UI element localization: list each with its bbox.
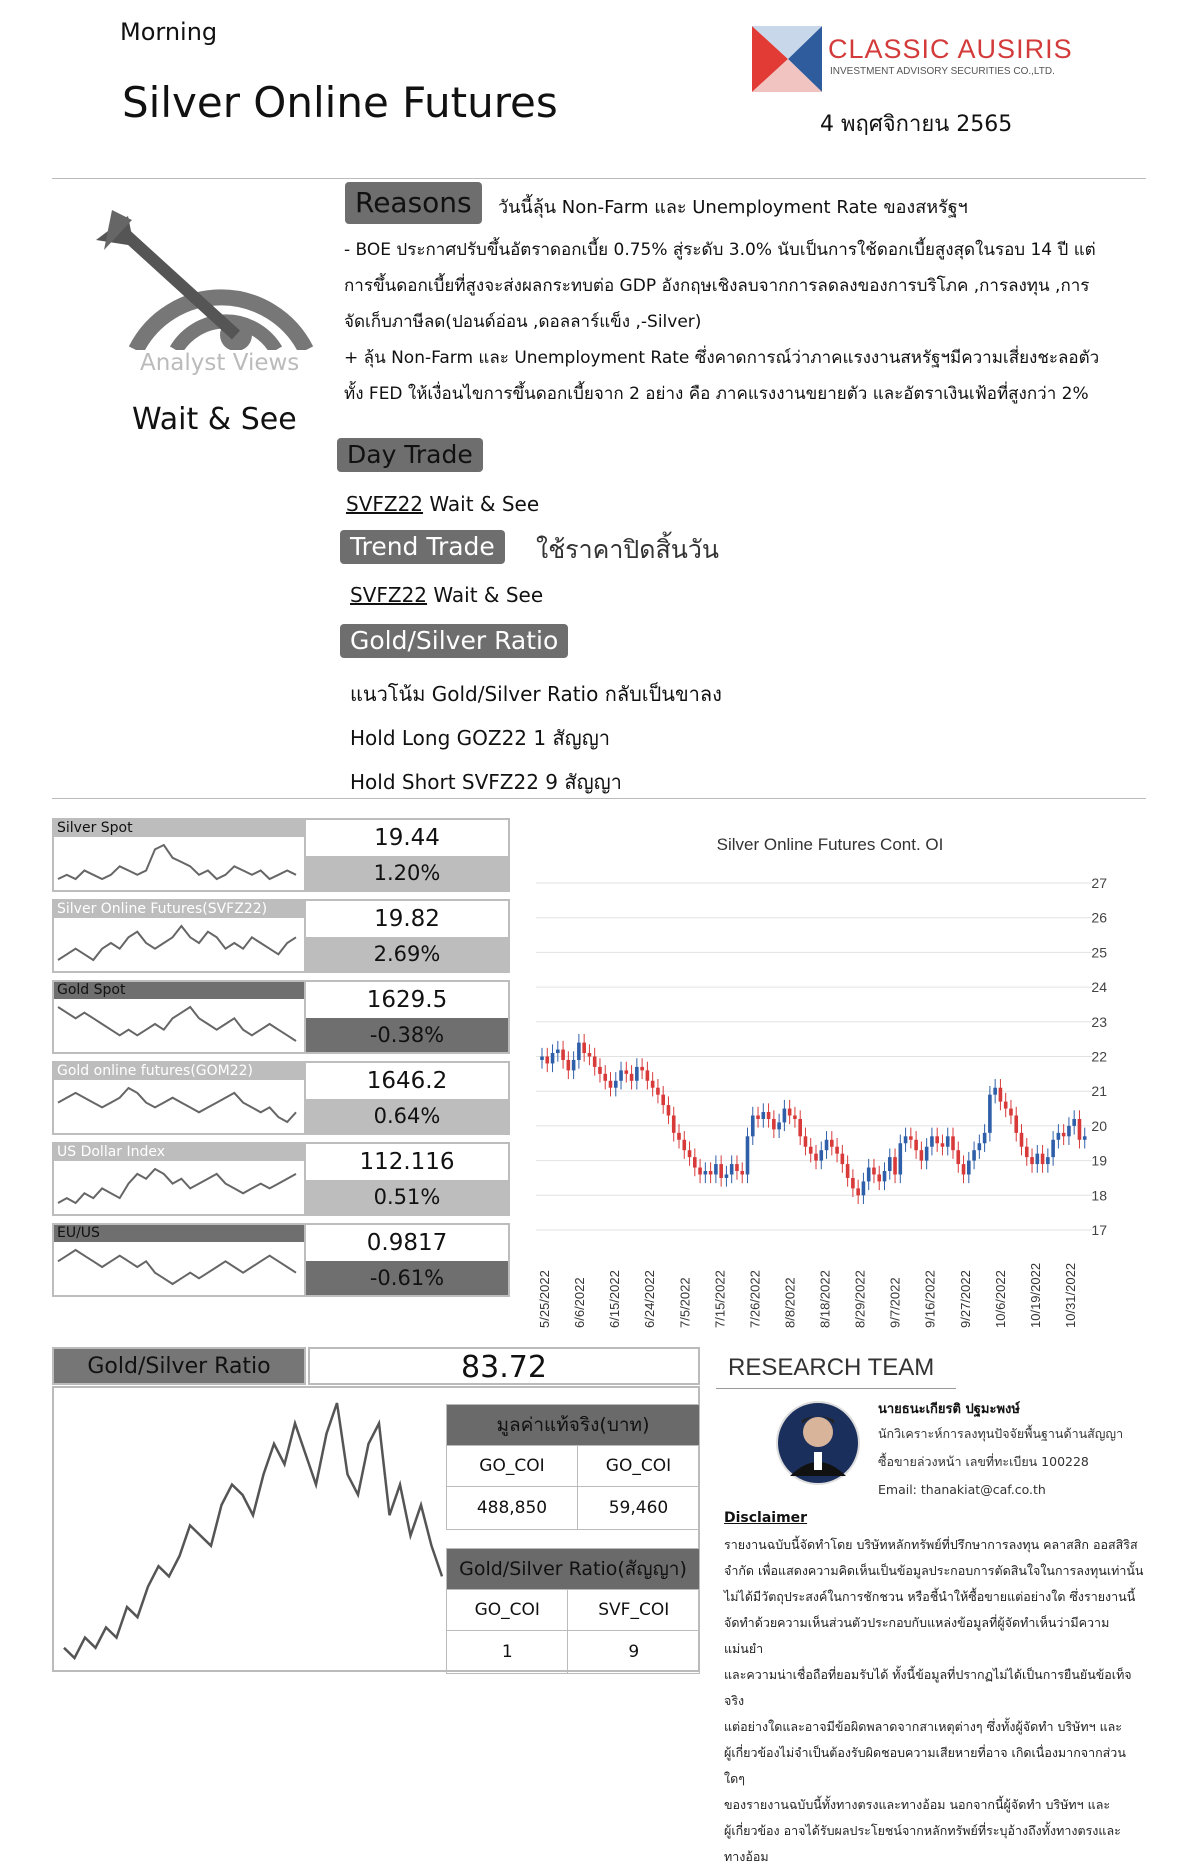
ticker-value-box [304, 980, 510, 1054]
analyst-license: ซื้อขายล่วงหน้า เลขที่ทะเบียน 100228 [878, 1454, 1089, 1469]
contracts-title: Gold/Silver Ratio(สัญญา) [447, 1549, 700, 1590]
x-tick-label: 9/7/2022 [887, 1277, 903, 1328]
page-title: Silver Online Futures [122, 78, 558, 127]
candle-body [1072, 1119, 1076, 1126]
candle-body [698, 1168, 702, 1175]
contracts-header: GO_COI [447, 1590, 568, 1631]
candle-body [725, 1174, 729, 1177]
analyst-view-value: Wait & See [132, 402, 297, 437]
candle-body [983, 1133, 987, 1143]
x-tick-label: 7/26/2022 [747, 1270, 763, 1328]
candle-body [788, 1109, 792, 1116]
trend-trade-action: Wait & See [433, 583, 544, 607]
candle-body [819, 1150, 823, 1160]
research-team-title: RESEARCH TEAM [728, 1354, 935, 1381]
candle-body [572, 1060, 576, 1070]
ticker-value: 1646.2 [366, 1068, 448, 1094]
research-divider [716, 1388, 956, 1389]
sparkline-path [58, 1169, 296, 1203]
candle-body [1014, 1115, 1018, 1132]
oi-chart [532, 818, 1112, 1338]
candle-body [551, 1053, 555, 1063]
ticker-value-box [304, 1142, 510, 1216]
candle-body [1062, 1133, 1066, 1136]
candle-body [651, 1081, 655, 1088]
candle-body [1083, 1136, 1087, 1139]
ticker-name: Gold Spot [54, 982, 304, 999]
ticker-row [52, 899, 510, 973]
y-tick-label: 26 [1091, 909, 1107, 926]
candle-body [846, 1164, 850, 1178]
disclaimer-line: แต่อย่างใดและอาจมีข้อผิดพลาดจากสาเหตุต่างๆ ซึ่งทั้งผู้จัดทำ บริษัทฯ และ [724, 1719, 1122, 1734]
candle-body [941, 1143, 945, 1146]
x-tick-label: 8/18/2022 [817, 1270, 833, 1328]
sparkline-path [58, 1250, 296, 1284]
candle-body [830, 1140, 834, 1147]
gs-ratio-sparkline [56, 1390, 444, 1668]
candle-body [883, 1171, 887, 1181]
ticker-value: 0.9817 [366, 1230, 448, 1256]
analyst-name: นายธนะเกียรติ ปฐมะพงษ์ [878, 1402, 1020, 1417]
candle-body [1030, 1157, 1034, 1164]
x-tick-label: 7/15/2022 [712, 1270, 728, 1328]
candle-body [877, 1174, 881, 1181]
ticker-change: 0.51% [306, 1180, 508, 1214]
real-value-cell: 59,460 [577, 1487, 699, 1530]
candle-body [762, 1112, 766, 1119]
reasons-line: + ลุ้น Non-Farm และ Unemployment Rate ซึ่งคาดการณ์ว่าภาคแรงงานสหรัฐฯมีความเสี่ยงชะลอตัว [344, 348, 1100, 368]
oi-chart-svg [532, 818, 1112, 1338]
y-tick-label: 21 [1091, 1083, 1107, 1100]
ticker-name: Gold online futures(GOM22) [54, 1063, 304, 1080]
gs-ratio-label: Gold/Silver Ratio [52, 1347, 306, 1385]
candle-body [746, 1136, 750, 1174]
ticker-sparkline [54, 837, 300, 885]
ticker-sparkline [54, 918, 300, 966]
disclaimer-line: ผู้เกี่ยวข้องไม่จำเป็นต้องรับผิดชอบความเสียหายที่อาจ เกิดเนื่องมากจากส่วนใดๆ [724, 1745, 1126, 1786]
candle-body [682, 1140, 686, 1150]
candle-body [867, 1168, 871, 1182]
candle-body [767, 1112, 771, 1119]
y-tick-label: 22 [1091, 1048, 1107, 1065]
candle-body [693, 1157, 697, 1167]
candle-body [556, 1050, 560, 1053]
day-trade-label: Day Trade [337, 438, 483, 472]
day-trade-action: Wait & See [429, 492, 540, 516]
x-tick-label: 9/16/2022 [922, 1270, 938, 1328]
ticker-row [52, 1142, 510, 1216]
ticker-chart-box [52, 1223, 306, 1297]
candle-body [899, 1143, 903, 1174]
report-date: 4 พฤศจิกายน 2565 [820, 112, 1013, 137]
candle-body [625, 1070, 629, 1073]
real-value-title: มูลค่าแท้จริง(บาท) [447, 1405, 700, 1446]
candle-body [730, 1164, 734, 1174]
analyst-role: นักวิเคราะห์การลงทุนปัจจัยพื้นฐานด้านสัญญา [878, 1426, 1124, 1441]
candle-body [567, 1060, 571, 1070]
candle-body [540, 1057, 544, 1060]
x-tick-label: 7/5/2022 [677, 1277, 693, 1328]
ticker-name: Silver Spot [54, 820, 304, 837]
contracts-table [446, 1548, 700, 1674]
candle-body [709, 1171, 713, 1174]
company-logo-icon [752, 26, 822, 92]
disclaimer-line: ผู้เกี่ยวข้อง อาจได้รับผลประโยชน์จากหลักทรัพย์ที่ระบุอ้างถึงทั้งทางตรงและ [724, 1823, 1121, 1838]
candle-body [603, 1074, 607, 1081]
candle-body [661, 1095, 665, 1105]
ticker-value: 19.82 [374, 906, 440, 932]
ticker-value: 1629.5 [366, 987, 448, 1013]
disclaimer-line: รายงานฉบับนี้จัดทำโดย บริษัทหลักทรัพย์ที่ปรึกษาการลงทุน คลาสสิก ออสสิริส [724, 1537, 1138, 1552]
x-tick-label: 6/6/2022 [572, 1277, 588, 1328]
y-tick-label: 19 [1091, 1152, 1107, 1169]
x-tick-label: 8/8/2022 [782, 1277, 798, 1328]
candle-body [1041, 1154, 1045, 1164]
ticker-change: 0.64% [306, 1099, 508, 1133]
ticker-value: 112.116 [359, 1149, 455, 1175]
candle-body [946, 1136, 950, 1146]
disclaimer-line: ทางอ้อม [724, 1849, 769, 1864]
real-value-table [446, 1404, 700, 1530]
analyst-avatar [776, 1398, 860, 1488]
candle-body [914, 1140, 918, 1150]
candle-body [1057, 1133, 1061, 1140]
y-tick-label: 27 [1091, 875, 1107, 891]
ticker-row [52, 1223, 510, 1297]
candle-body [1036, 1154, 1040, 1164]
gs-ratio-line: Hold Long GOZ22 1 สัญญา [350, 726, 610, 750]
candle-body [909, 1136, 913, 1139]
ticker-value-box [304, 818, 510, 892]
candle-body [804, 1136, 808, 1146]
ticker-name: Silver Online Futures(SVFZ22) [54, 901, 304, 918]
candle-body [751, 1115, 755, 1136]
y-tick-label: 23 [1091, 1013, 1107, 1030]
candle-body [951, 1136, 955, 1150]
candle-body [1009, 1109, 1013, 1116]
ticker-chart-box [52, 899, 306, 973]
y-tick-label: 17 [1091, 1222, 1107, 1238]
x-tick-label: 9/27/2022 [957, 1270, 973, 1328]
ticker-change: 1.20% [306, 856, 508, 890]
candle-body [793, 1115, 797, 1118]
candle-body [1025, 1147, 1029, 1157]
trend-trade-symbol[interactable]: SVFZ22 [350, 583, 428, 607]
candle-body [856, 1188, 860, 1195]
candle-body [872, 1168, 876, 1175]
sparkline-path [58, 926, 296, 960]
ticker-value-box [304, 899, 510, 973]
candle-body [962, 1164, 966, 1174]
chart-title: Silver Online Futures Cont. OI [716, 835, 944, 854]
sparkline-path [58, 1007, 296, 1041]
candle-body [619, 1070, 623, 1080]
y-tick-label: 25 [1091, 944, 1107, 961]
reasons-line: ทั้ง FED ให้เงื่อนไขการขึ้นดอกเบี้ยจาก 2 อย่าง คือ ภาคแรงงานขยายตัว และอัตราเงินเฟ้อที่สูงกว่า 2% [344, 384, 1089, 404]
candle-body [835, 1147, 839, 1154]
candle-body [888, 1157, 892, 1171]
candle-body [677, 1133, 681, 1140]
candle-body [777, 1122, 781, 1129]
candle-body [967, 1161, 971, 1175]
gs-ratio-value: 83.72 [308, 1347, 700, 1385]
reasons-line: การขึ้นดอกเบี้ยที่สูงจะส่งผลกระทบต่อ GDP อังกฤษเชิงลบจากการลดลงของการบริโภค ,การลงทุน ,การ [344, 276, 1090, 296]
candle-body [688, 1150, 692, 1157]
disclaimer-body [724, 1532, 1144, 1870]
candle-body [772, 1119, 776, 1129]
candle-body [978, 1143, 982, 1150]
candle-body [999, 1088, 1003, 1102]
ticker-chart-box [52, 1061, 306, 1135]
candle-body [577, 1043, 581, 1060]
candle-body [635, 1067, 639, 1081]
ticker-value-box [304, 1223, 510, 1297]
ticker-value-box [304, 1061, 510, 1135]
ticker-row [52, 980, 510, 1054]
candle-body [904, 1136, 908, 1143]
candle-body [1051, 1140, 1055, 1157]
gs-ratio-section-body [350, 672, 722, 804]
candle-body [862, 1181, 866, 1195]
ticker-name: EU/US [54, 1225, 304, 1242]
candle-body [920, 1150, 924, 1160]
candle-body [614, 1081, 618, 1088]
trend-trade-row [350, 583, 543, 607]
real-value-header: GO_COI [577, 1446, 699, 1487]
candle-body [893, 1157, 897, 1174]
day-trade-row [346, 492, 539, 516]
ticker-row [52, 818, 510, 892]
candle-body [925, 1147, 929, 1161]
candle-body [814, 1154, 818, 1161]
candle-body [988, 1095, 992, 1133]
candle-body [956, 1150, 960, 1164]
ticker-value: 19.44 [374, 825, 440, 851]
candle-body [714, 1164, 718, 1174]
company-subtitle: INVESTMENT ADVISORY SECURITIES CO.,LTD. [830, 66, 1055, 77]
contracts-cell: 9 [568, 1631, 700, 1674]
gs-ratio-line: Hold Short SVFZ22 9 สัญญา [350, 770, 622, 794]
reasons-line: จัดเก็บภาษีลด(ปอนด์อ่อน ,ดอลลาร์แข็ง ,-Silver) [344, 312, 702, 332]
contracts-header: SVF_COI [568, 1590, 700, 1631]
disclaimer-line: และความน่าเชื่อถือที่ยอมรับได้ ทั้งนี้ข้อมูลที่ปรากฏไม่ได้เป็นการยืนยันข้อเท็จจริง [724, 1667, 1132, 1708]
ticker-change: -0.61% [306, 1261, 508, 1295]
reasons-label: Reasons [345, 182, 482, 224]
candle-body [783, 1109, 787, 1123]
edition-label: Morning [120, 18, 218, 46]
candle-body [735, 1164, 739, 1171]
candle-body [704, 1171, 708, 1174]
candle-body [756, 1115, 760, 1118]
candle-body [1004, 1102, 1008, 1109]
candle-body [740, 1171, 744, 1174]
candle-body [972, 1150, 976, 1160]
gs-ratio-section-label: Gold/Silver Ratio [340, 624, 568, 658]
sparkline-path [58, 845, 296, 879]
ticker-sparkline [54, 1161, 300, 1209]
candle-body [851, 1178, 855, 1188]
candle-body [930, 1136, 934, 1146]
reasons-line: - BOE ประกาศปรับขึ้นอัตราดอกเบี้ย 0.75% สู่ระดับ 3.0% นับเป็นการใช้ดอกเบี้ยสูงสุดในรอบ 14 ปี แต่ [344, 240, 1096, 260]
candle-body [672, 1115, 676, 1132]
candle-body [640, 1067, 644, 1070]
candle-body [935, 1136, 939, 1143]
reasons-body [344, 232, 1144, 412]
ticker-sparkline [54, 999, 300, 1047]
company-name: CLASSIC AUSIRIS [828, 34, 1073, 64]
sparkline-path [58, 1088, 296, 1122]
candle-body [630, 1074, 634, 1081]
ticker-row [52, 1061, 510, 1135]
candle-body [809, 1147, 813, 1154]
candle-body [993, 1088, 997, 1095]
y-tick-label: 24 [1091, 979, 1107, 996]
disclaimer-line: ของรายงานฉบับนี้ทั้งทางตรงและทางอ้อม นอกจากนี้ผู้จัดทำ บริษัทฯ และ [724, 1797, 1111, 1812]
ticker-chart-box [52, 980, 306, 1054]
real-value-cell: 488,850 [447, 1487, 578, 1530]
candle-body [646, 1070, 650, 1080]
candle-body [656, 1088, 660, 1095]
section-divider [52, 798, 1146, 799]
x-tick-label: 10/31/2022 [1063, 1262, 1078, 1328]
analyst-email[interactable]: Email: thanakiat@caf.co.th [878, 1482, 1046, 1497]
ticker-change: -0.38% [306, 1018, 508, 1052]
x-tick-label: 10/6/2022 [992, 1270, 1008, 1328]
candle-body [719, 1164, 723, 1178]
ticker-chart-box [52, 818, 306, 892]
ticker-sparkline [54, 1080, 300, 1128]
disclaimer-line: จำกัด เพื่อแสดงความคิดเห็นเป็นข้อมูลประกอบการตัดสินใจในการลงทุนเท่านั้น [724, 1563, 1144, 1578]
candle-body [582, 1043, 586, 1053]
y-tick-label: 18 [1091, 1187, 1107, 1204]
gs-ratio-line-path [64, 1403, 442, 1658]
candle-body [545, 1057, 549, 1064]
candle-body [561, 1050, 565, 1060]
x-tick-label: 8/29/2022 [852, 1270, 868, 1328]
gs-ratio-line: แนวโน้ม Gold/Silver Ratio กลับเป็นขาลง [350, 682, 722, 706]
x-tick-label: 6/15/2022 [607, 1270, 623, 1328]
candle-body [1067, 1126, 1071, 1136]
reasons-headline: วันนี้ลุ้น Non-Farm และ Unemployment Rate ของสหรัฐฯ [498, 197, 968, 218]
candle-body [609, 1081, 613, 1088]
trend-trade-note: ใช้ราคาปิดสิ้นวัน [536, 535, 719, 564]
trend-trade-label: Trend Trade [340, 530, 505, 564]
analyst-views-caption: Analyst Views [140, 350, 300, 376]
candle-body [841, 1154, 845, 1164]
candle-body [593, 1057, 597, 1067]
candle-body [1020, 1133, 1024, 1147]
x-tick-label: 5/25/2022 [537, 1270, 552, 1328]
real-value-header: GO_COI [447, 1446, 578, 1487]
x-tick-label: 10/19/2022 [1027, 1262, 1043, 1328]
target-arrow-icon [96, 210, 316, 350]
ticker-change: 2.69% [306, 937, 508, 971]
candle-body [798, 1119, 802, 1136]
candle-body [667, 1105, 671, 1115]
candle-body [825, 1140, 829, 1150]
header-divider [52, 178, 1146, 179]
disclaimer-line: ไม่ได้มีวัตถุประสงค์ในการชักชวน หรือชี้นำให้ซื้อขายแต่อย่างใด ซึ่งรายงานนี้ [724, 1589, 1136, 1604]
ticker-sparkline [54, 1242, 300, 1290]
ticker-chart-box [52, 1142, 306, 1216]
candle-body [1078, 1119, 1082, 1140]
contracts-cell: 1 [447, 1631, 568, 1674]
candle-body [598, 1067, 602, 1074]
disclaimer-title: Disclaimer [724, 1510, 808, 1526]
ticker-name: US Dollar Index [54, 1144, 304, 1161]
day-trade-symbol[interactable]: SVFZ22 [346, 492, 424, 516]
candle-body [1046, 1157, 1050, 1164]
x-tick-label: 6/24/2022 [642, 1270, 658, 1328]
disclaimer-line: จัดทำด้วยความเห็นส่วนตัวประกอบกับแหล่งข้อมูลที่ผู้จัดทำเห็นว่ามีความแม่นยำ [724, 1615, 1110, 1656]
candle-body [588, 1053, 592, 1056]
y-tick-label: 20 [1091, 1117, 1107, 1134]
